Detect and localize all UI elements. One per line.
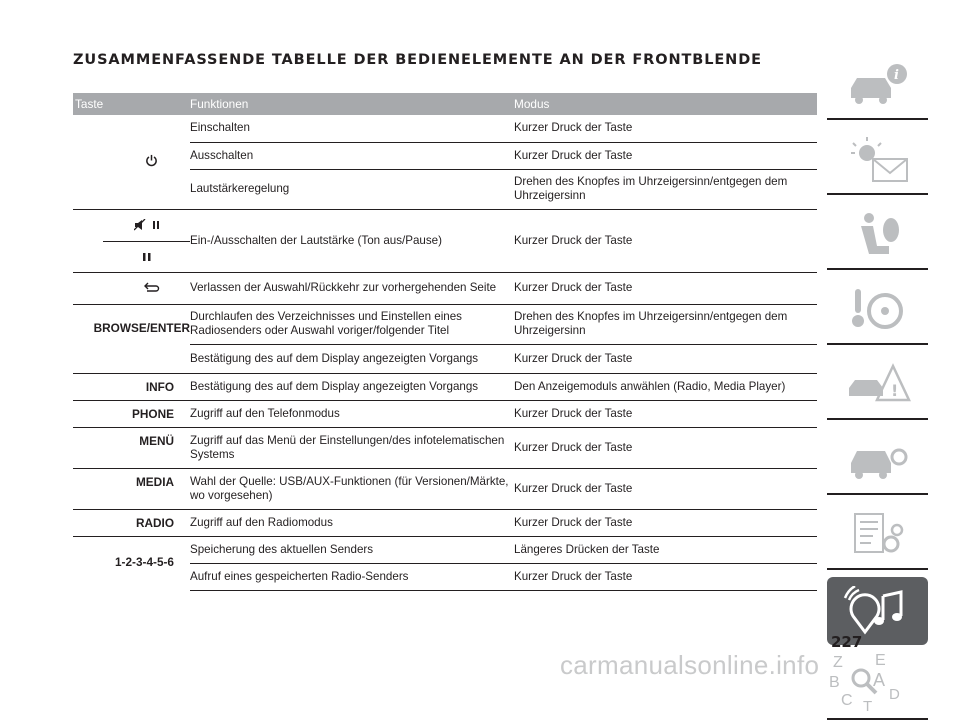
function-cell: Wahl der Quelle: USB/AUX-Funktionen (für Versionen/Märkte, wo vorgesehen) — [190, 468, 514, 509]
table-row — [73, 373, 817, 400]
header-mode: Modus — [514, 93, 817, 115]
chapter-tab-safety[interactable] — [827, 202, 928, 270]
function-cell: Bestätigung des auf dem Display angezeigten Vorgangs — [190, 344, 514, 373]
function-cell: Aufruf eines gespeicherten Radio-Senders — [190, 563, 514, 590]
mute-key-cell — [73, 209, 190, 272]
radio-key: RADIO — [73, 509, 190, 536]
function-cell: Zugriff auf den Radiomodus — [190, 509, 514, 536]
mode-cell: Kurzer Druck der Taste — [514, 427, 817, 468]
page-title: ZUSAMMENFASSENDE TABELLE DER BEDIENELEMENTE AN DER FRONTBLENDE — [73, 52, 762, 68]
index-letter: Z — [833, 654, 843, 671]
mode-cell: Kurzer Druck der Taste — [514, 121, 633, 135]
light-envelope-icon — [843, 135, 913, 185]
mute-pause-icon — [134, 219, 160, 231]
document-gear-icon — [843, 510, 913, 560]
header-key: Taste — [73, 93, 190, 115]
function-cell: Zugriff auf das Menü der Einstellungen/des infotelematischen Systems — [190, 427, 514, 468]
index-letter: T — [863, 698, 873, 715]
preset-keys: 1-2-3-4-5-6 — [73, 536, 190, 590]
mode-cell: Kurzer Druck der Taste — [514, 509, 817, 536]
mode-cell: Kurzer Druck der Taste — [514, 142, 817, 169]
controls-table — [73, 93, 817, 591]
function-cell: Einschalten — [190, 121, 250, 135]
car-warning-icon — [843, 360, 913, 410]
header-function: Funktionen — [190, 93, 514, 115]
car-service-icon — [843, 435, 913, 485]
table-row — [73, 304, 817, 344]
mode-cell: Kurzer Druck der Taste — [514, 344, 817, 373]
chapter-tab-info[interactable] — [827, 52, 928, 120]
index-letter: A — [873, 670, 886, 690]
pause-icon — [143, 252, 151, 262]
function-cell: Durchlaufen des Verzeichnisses und Einstellen eines Radiosenders oder Auswahl voriger/folgender Titel — [190, 304, 514, 344]
chapter-tab-dashboard[interactable] — [827, 127, 928, 195]
index-letter: B — [829, 674, 840, 691]
table-row — [73, 209, 817, 272]
mode-cell: Kurzer Druck der Taste — [514, 400, 817, 427]
index-letter: E — [875, 652, 886, 669]
mode-cell: Längeres Drücken der Taste — [514, 536, 817, 563]
chapter-tab-emergency[interactable] — [827, 352, 928, 420]
chapter-tab-starting[interactable] — [827, 277, 928, 345]
svg-text:!: ! — [890, 381, 898, 400]
browse-enter-key: BROWSE/ENTER — [73, 304, 190, 373]
function-cell: Speicherung des aktuellen Senders — [190, 536, 514, 563]
table-row — [73, 115, 817, 142]
function-cell: Ausschalten — [190, 142, 514, 169]
seat-airbag-icon — [843, 210, 913, 260]
function-cell: Bestätigung des auf dem Display angezeigten Vorgangs — [190, 373, 514, 400]
table-row — [73, 536, 817, 563]
mode-cell: Den Anzeigemoduls anwählen (Radio, Media Player) — [514, 373, 817, 400]
function-cell: Zugriff auf den Telefonmodus — [190, 400, 514, 427]
back-arrow-icon — [144, 282, 160, 292]
function-cell: Lautstärkeregelung — [190, 169, 514, 209]
svg-text:i: i — [893, 68, 899, 83]
index-letter: D — [889, 686, 900, 703]
table-header — [73, 93, 817, 115]
mode-cell: Kurzer Druck der Taste — [514, 209, 817, 272]
function-cell: Verlassen der Auswahl/Rückkehr zur vorhergehenden Seite — [190, 272, 514, 304]
power-key-cell — [73, 115, 190, 209]
magnifier-icon — [849, 666, 879, 696]
chapter-tab-maintenance[interactable] — [827, 427, 928, 495]
table-row — [73, 272, 817, 304]
mode-cell: Drehen des Knopfes im Uhrzeigersinn/entgegen dem Uhrzeigersinn — [514, 304, 817, 344]
index-letter: C — [841, 692, 853, 709]
media-key: MEDIA — [73, 468, 190, 509]
function-cell: Ein-/Ausschalten der Lautstärke (Ton aus/Pause) — [190, 209, 514, 272]
table-row — [73, 509, 817, 536]
page-number: 227 — [831, 633, 863, 651]
info-key: INFO — [73, 373, 190, 400]
table-row — [73, 400, 817, 427]
multimedia-note-icon — [843, 586, 913, 636]
chapter-tab-index[interactable] — [827, 652, 928, 720]
mode-cell: Kurzer Druck der Taste — [514, 468, 817, 509]
watermark: carmanualsonline.info — [560, 650, 820, 680]
power-icon — [145, 154, 158, 167]
mode-cell: Kurzer Druck der Taste — [514, 272, 817, 304]
table-row — [73, 468, 817, 509]
car-info-icon — [843, 60, 913, 110]
table-row — [73, 427, 817, 468]
steering-wheel-icon — [843, 285, 913, 335]
mode-cell: Kurzer Druck der Taste — [514, 563, 817, 590]
back-key-cell — [73, 272, 190, 304]
phone-key: PHONE — [73, 400, 190, 427]
chapter-sidebar — [827, 52, 928, 727]
menu-key: MENÜ — [73, 427, 190, 468]
chapter-tab-technical-data[interactable] — [827, 502, 928, 570]
mode-cell: Drehen des Knopfes im Uhrzeigersinn/entgegen dem Uhrzeigersinn — [514, 169, 817, 209]
